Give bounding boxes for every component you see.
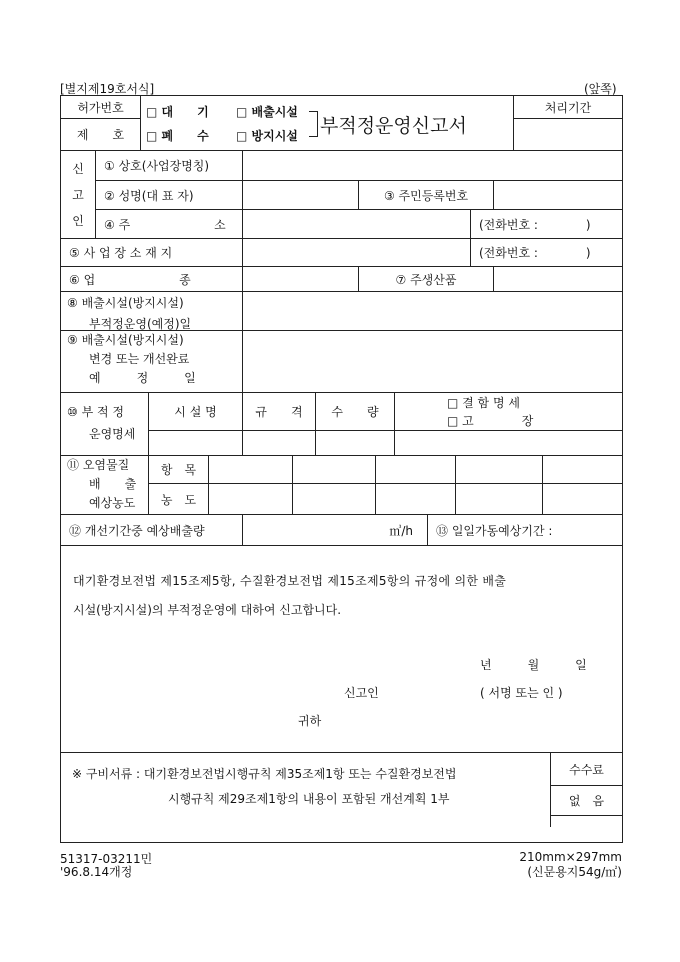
item11-line1: ⑪ 오염물질 [67, 458, 130, 472]
item10-line2: 운영명세 [89, 427, 136, 441]
pollutant-conc-label: 농 도 [148, 483, 209, 515]
addr-field[interactable] [242, 209, 471, 239]
name-label: ① 상호(사업장명칭) [95, 150, 243, 181]
fee-label: 수수료 [550, 752, 623, 786]
rep-field[interactable] [242, 180, 359, 210]
no-label: 제 호 [60, 118, 141, 151]
item8-line1: ⑧ 배출시설(방지시설) [67, 296, 184, 310]
item11-line3: 예상농도 [89, 496, 136, 510]
pollutant-conc-field[interactable] [455, 483, 543, 515]
prevention-checkbox[interactable]: □ 방지시설 [236, 129, 298, 143]
divider [550, 815, 551, 827]
pollutant-item-field[interactable] [542, 455, 623, 484]
water-checkbox[interactable]: □ 폐 수 [146, 129, 209, 143]
reporter-label: 신 고 인 [60, 150, 96, 239]
bracket [309, 111, 318, 137]
revision-date: '96.8.14개정 [60, 865, 133, 879]
reporter-sign-label: 신고인 [344, 686, 379, 700]
required-docs-line1: ※ 구비서류 : 대기환경보전법시행규칙 제35조제1항 또는 수질환경보전법 [72, 767, 457, 781]
permit-no-label: 허가번호 [60, 95, 141, 119]
pollutant-conc-field[interactable] [375, 483, 456, 515]
business-field[interactable] [242, 266, 359, 292]
item9-label [60, 330, 243, 393]
id-label: ③ 주민등록번호 [358, 180, 494, 210]
defect-field[interactable] [394, 430, 623, 456]
item9-line2: 변경 또는 개선완료 [89, 352, 190, 366]
period-label: 처리기간 [513, 95, 623, 119]
facility-field[interactable] [148, 430, 243, 456]
facility-header: 시 설 명 [148, 392, 243, 431]
paper-type: (신문용지54g/㎡) [527, 865, 622, 879]
recipient-label: 귀하 [298, 714, 322, 728]
item12-field[interactable] [242, 514, 428, 546]
emission-checkbox[interactable]: □ 배출시설 [236, 105, 298, 119]
declaration-line2: 시설(방지시설)의 부적정운영에 대하여 신고합니다. [73, 603, 342, 617]
item12-label: ⑫ 개선기간중 예상배출량 [60, 514, 243, 546]
period-value[interactable] [513, 118, 623, 151]
item8-label [60, 291, 243, 331]
business-label: ⑥ 업 종 [60, 266, 243, 292]
failure-checkbox[interactable]: □ 고 장 [447, 414, 534, 428]
form-number: 51317-03211민 [60, 852, 153, 866]
site-phone[interactable]: (전화번호 : ) [470, 238, 623, 267]
signature-field[interactable]: ( 서명 또는 인 ) [480, 686, 563, 700]
spec-field[interactable] [242, 430, 316, 456]
paper-size: 210mm×297mm [519, 850, 622, 864]
pollutant-item-field[interactable] [208, 455, 293, 484]
required-docs-line2: 시행규칙 제29조제1항의 내용이 포함된 개선계획 1부 [168, 792, 450, 806]
declaration-line1: 대기환경보전법 제15조제5항, 수질환경보전법 제15조제5항의 규정에 의한 배출 [73, 574, 507, 588]
item9-line3: 예 정 일 [89, 371, 196, 385]
rep-label: ② 성명(대 표 자) [95, 180, 243, 210]
form-title: 부적정운영신고서 [320, 115, 467, 137]
defect-checkbox[interactable]: □ 결 함 명 세 [447, 396, 520, 410]
air-checkbox[interactable]: □ 대 기 [146, 105, 209, 119]
fee-value: 없 음 [550, 785, 623, 816]
pollutant-item-field[interactable] [455, 455, 543, 484]
side-label: (앞쪽) [584, 82, 617, 96]
pollutant-item-label: 항 목 [148, 455, 209, 484]
item11-line2: 배 출 [89, 477, 137, 491]
pollutant-item-field[interactable] [292, 455, 376, 484]
product-field[interactable] [493, 266, 623, 292]
pollutant-conc-field[interactable] [542, 483, 623, 515]
pollutant-conc-field[interactable] [208, 483, 293, 515]
spec-header: 규 격 [242, 392, 316, 431]
form-code: [별지제19호서식] [60, 82, 155, 96]
pollutant-conc-field[interactable] [292, 483, 376, 515]
site-label: ⑤ 사 업 장 소 재 지 [60, 238, 243, 267]
qty-header: 수 량 [315, 392, 395, 431]
addr-label: ④ 주 소 [95, 209, 243, 239]
pollutant-item-field[interactable] [375, 455, 456, 484]
name-field[interactable] [242, 150, 623, 181]
item9-field[interactable] [242, 330, 623, 393]
item8-line2: 부적정운영(예정)일 [89, 317, 192, 331]
product-label: ⑦ 주생산품 [358, 266, 494, 292]
item13-field[interactable]: ⑬ 일일가동예상기간 : [427, 514, 623, 546]
qty-field[interactable] [315, 430, 395, 456]
defect-cell [394, 392, 623, 431]
site-field[interactable] [242, 238, 471, 267]
date-field[interactable]: 년 월 일 [480, 658, 587, 672]
addr-phone[interactable]: (전화번호 : ) [470, 209, 623, 239]
id-field[interactable] [493, 180, 623, 210]
item9-line1: ⑨ 배출시설(방지시설) [67, 333, 184, 347]
item10-label [60, 392, 149, 456]
item11-label [60, 455, 149, 515]
unit-label: ㎥/h [389, 523, 413, 538]
item10-line1: ⑩ 부 적 정 [67, 405, 124, 419]
item8-field[interactable] [242, 291, 623, 331]
